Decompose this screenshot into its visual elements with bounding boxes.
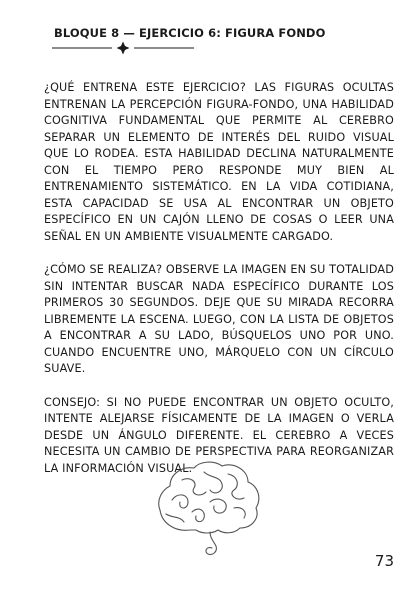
page-title: BLOQUE 8 — EJERCICIO 6: FIGURA FONDO xyxy=(54,26,326,40)
brain-illustration-icon xyxy=(150,456,268,560)
paragraph-what-it-trains: ¿QUÉ ENTRENA ESTE EJERCICIO? LAS FIGURAS OCULTAS ENTRENAN LA PERCEPCIÓN FIGURA-FONDO, UNA HABILIDAD COGNITIVA FUNDAMENTAL QUE PERMITE AL CEREBRO SEPARAR UN ELEMENTO DE INTERÉS DEL RUIDO VISUAL QUE LO RODEA. ESTA HABILIDAD DECLINA NATURALMENTE CON EL TIEMPO PERO RESPONDE MUY BIEN AL ENTRENAMIENTO SISTEMÁTICO. EN LA VIDA COTIDIANA, ESTA CAPACIDAD SE USA AL ENCONTRAR UN OBJETO ESPECÍFICO EN UN CAJÓN LLENO DE COSAS O LEER UNA SEÑAL EN UN AMBIENTE VISUALMENTE CARGADO. xyxy=(44,81,394,243)
body-text xyxy=(44,80,394,494)
paragraph-how-to-do-it: ¿CÓMO SE REALIZA? OBSERVE LA IMAGEN EN SU TOTALIDAD SIN INTENTAR BUSCAR NADA ESPECÍFICO DURANTE LOS PRIMEROS 30 SEGUNDOS. DEJE QUE SU MIRADA RECORRA LIBREMENTE LA ESCENA. LUEGO, CON LA LISTA DE OBJETOS A ENCONTRAR A SU LADO, BÚSQUELOS UNO POR UNO. CUANDO ENCUENTRE UNO, MÁRQUELO CON UN CÍRCULO SUAVE. xyxy=(44,263,394,375)
page-number: 73 xyxy=(374,552,394,570)
star-divider-icon xyxy=(52,41,194,55)
paragraph-tip: CONSEJO: SI NO PUEDE ENCONTRAR UN OBJETO OCULTO, INTENTE ALEJARSE FÍSICAMENTE DE LA IMAGEN O VERLA DESDE UN ÁNGULO DIFERENTE. EL CEREBRO A VECES NECESITA UN CAMBIO DE PERSPECTIVA PARA REORGANIZAR LA INFORMACIÓN VISUAL. xyxy=(44,395,394,475)
